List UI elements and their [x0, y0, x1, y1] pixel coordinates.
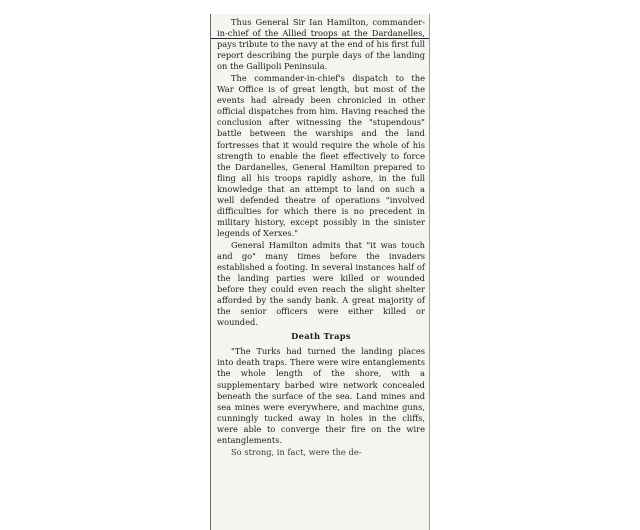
paragraph-intro: Thus General Sir Ian Hamilton, commander-in-chief of the Allied troops at the Dardanelles, pays tribute to the navy at the end of his first full report describing the purple days of the landing on the Gallipoli Peninsula. [217, 17, 425, 72]
paragraph-dispatch: The commander-in-chief's dispatch to the War Office is of great length, but most of the events had already been chronicled in other official dispatches from him. Having reached the conclusion after witnessing the "stupendous" battle between the warships and the land fortresses that it would require the whole of his strength to enable the fleet effectively to force the Dardanelles, General Hamilton prepared to fling all his troops rapidly ashore, in the full knowledge that an attempt to land on such a well defended theatre of operations "involved difficulties for which there is no precedent in military history, except possibly in the sinister legends of Xerxes." [217, 73, 425, 238]
paragraph-touch-and-go: General Hamilton admits that "it was touch and go" many times before the invaders established a footing. In several instances half of the landing parties were killed or wounded before they could even reach the slight shelter afforded by the sandy bank. A great majority of the senior officers were either killed or wounded. [217, 239, 425, 328]
article-body [211, 14, 429, 458]
paragraph-fragment: So strong, in fact, were the de- [231, 446, 362, 457]
column-rule [211, 38, 429, 39]
newspaper-column [210, 14, 430, 530]
subheading-death-traps: Death Traps [291, 331, 351, 342]
paragraph-death-traps: "The Turks had turned the landing places into death traps. There were wire entanglements the whole length of the shore, with a supplementary barbed wire network concealed beneath the surface of the sea. Land mines and sea mines were everywhere, and machine guns, cunningly tucked away in holes in the cliffs, were able to converge their fire on the wire entanglements. [217, 346, 425, 445]
